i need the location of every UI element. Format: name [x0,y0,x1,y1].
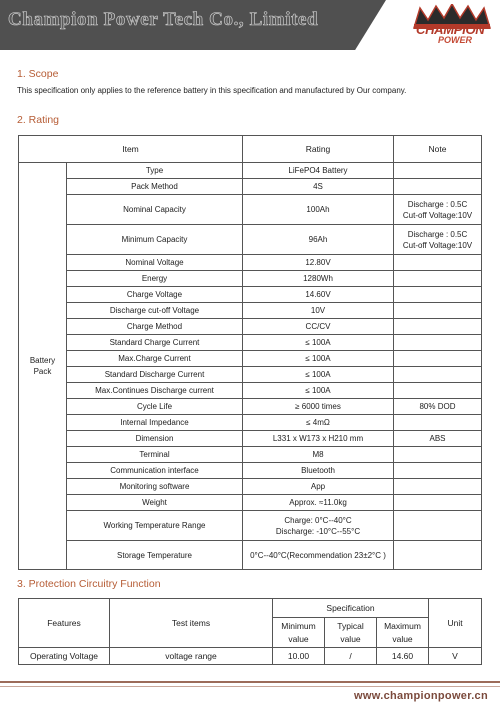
table-row [19,383,482,399]
item-cell: Discharge cut-off Voltage [67,303,243,319]
note-line2: Cut-off Voltage:10V [402,210,473,220]
col-features-header: Features [19,599,110,648]
rating-cell: ≤ 100A [243,351,394,367]
table-row [19,335,482,351]
battery-pack-group [19,163,67,570]
table-row [19,367,482,383]
rating-cell: L331 x W173 x H210 mm [243,431,394,447]
note-cell [394,195,482,225]
table-row [19,447,482,463]
note-cell [394,163,482,179]
table-row [19,163,482,179]
rating-table [18,135,482,570]
table-row [19,495,482,511]
table-row [19,511,482,541]
rating-cell: CC/CV [243,319,394,335]
col-typ-header [325,618,377,648]
note-cell [394,319,482,335]
table-row [19,225,482,255]
note-cell [394,335,482,351]
table-row [19,648,482,665]
rating-header-row [19,136,482,163]
col-note-header: Note [394,136,482,163]
item-cell: Working Temperature Range [67,511,243,541]
note-cell [394,415,482,431]
item-cell: Standard Discharge Current [67,367,243,383]
table-row [19,303,482,319]
rating-cell: 10V [243,303,394,319]
rating-cell [243,511,394,541]
note-line1: Discharge : 0.5C [407,229,468,239]
table-row [19,179,482,195]
note-cell [394,383,482,399]
scope-heading: 1. Scope [17,68,59,80]
group-label-line1: Battery [29,356,56,365]
note-cell [394,541,482,570]
rating-cell: LiFePO4 Battery [243,163,394,179]
min-line2: value [288,633,309,644]
protection-table [18,598,482,665]
rating-cell: M8 [243,447,394,463]
note-cell [394,303,482,319]
col-min-header [273,618,325,648]
table-row [19,431,482,447]
rating-cell: ≤ 4mΩ [243,415,394,431]
rating-cell: ≤ 100A [243,367,394,383]
item-cell: Type [67,163,243,179]
logo-word-power: POWER [438,35,473,45]
typ-line2: value [340,633,361,644]
rating-cell: 1280Wh [243,271,394,287]
note-cell [394,179,482,195]
company-name: Champion Power Tech Co., Limited [8,9,319,30]
table-row [19,271,482,287]
note-line2: Cut-off Voltage:10V [402,240,473,250]
table-row [19,195,482,225]
note-cell [394,367,482,383]
note-cell [394,495,482,511]
table-row [19,541,482,570]
col-spec-header: Specification [273,599,429,618]
item-cell: Terminal [67,447,243,463]
item-cell: Internal Impedance [67,415,243,431]
min-line1: Minimum [281,620,316,631]
rating-cell: 0°C--40°C(Recommendation 23±2°C ) [243,541,394,570]
footer-divider [0,681,500,683]
note-cell [394,255,482,271]
rating-cell: Bluetooth [243,463,394,479]
max-line1: Maximum [384,620,421,631]
note-cell: 80% DOD [394,399,482,415]
rating-cell: 96Ah [243,225,394,255]
table-row [19,463,482,479]
table-row [19,287,482,303]
logo-word-champion: CHAMPION [416,22,485,37]
note-cell [394,463,482,479]
item-cell: Communication interface [67,463,243,479]
col-max-header [377,618,429,648]
col-test-header: Test items [110,599,273,648]
item-cell: Max.Charge Current [67,351,243,367]
item-cell: Energy [67,271,243,287]
typ-line1: Typical [337,620,364,631]
rating-line2: Discharge: -10°C--55°C [275,526,361,536]
rating-cell: Approx. ≈11.0kg [243,495,394,511]
max-line2: value [392,633,413,644]
rating-cell: App [243,479,394,495]
col-unit-header: Unit [429,599,482,648]
note-cell [394,287,482,303]
rating-cell: 100Ah [243,195,394,225]
rating-cell: ≤ 100A [243,335,394,351]
company-logo [410,4,494,46]
rating-line1: Charge: 0°C--40°C [284,515,352,525]
rating-cell: ≥ 6000 times [243,399,394,415]
item-cell: Nominal Voltage [67,255,243,271]
item-cell: Charge Method [67,319,243,335]
rating-cell: 14.60V [243,287,394,303]
item-cell: Max.Continues Discharge current [67,383,243,399]
table-row [19,319,482,335]
table-row [19,415,482,431]
item-cell: Dimension [67,431,243,447]
note-cell [394,447,482,463]
item-cell: Storage Temperature [67,541,243,570]
feature-cell: Operating Voltage [19,648,110,665]
note-cell [394,271,482,287]
item-cell: Pack Method [67,179,243,195]
item-cell: Minimum Capacity [67,225,243,255]
rating-cell: 12.80V [243,255,394,271]
item-cell: Nominal Capacity [67,195,243,225]
note-cell [394,479,482,495]
item-cell: Weight [67,495,243,511]
col-item-header: Item [19,136,243,163]
item-cell: Monitoring software [67,479,243,495]
table-row [19,479,482,495]
min-cell: 10.00 [273,648,325,665]
table-row [19,399,482,415]
note-cell: ABS [394,431,482,447]
scope-text: This specification only applies to the reference battery in this specification and manufactured by Our company. [17,86,407,95]
footer-website: www.championpower.cn [354,690,488,702]
typ-cell: / [325,648,377,665]
note-cell [394,351,482,367]
rating-cell: 4S [243,179,394,195]
table-row [19,255,482,271]
col-rating-header: Rating [243,136,394,163]
table-row [19,351,482,367]
item-cell: Standard Charge Current [67,335,243,351]
group-label-line2: Pack [33,367,52,376]
rating-cell: ≤ 100A [243,383,394,399]
item-cell: Charge Voltage [67,287,243,303]
item-cell: Cycle Life [67,399,243,415]
note-cell [394,511,482,541]
protection-heading: 3. Protection Circuitry Function [17,578,161,590]
rating-heading: 2. Rating [17,114,60,126]
footer-divider-thin [0,686,500,687]
page-header [0,0,500,50]
note-cell [394,225,482,255]
test-cell: voltage range [110,648,273,665]
note-line1: Discharge : 0.5C [407,199,468,209]
protection-header-row [19,599,482,618]
unit-cell: V [429,648,482,665]
max-cell: 14.60 [377,648,429,665]
